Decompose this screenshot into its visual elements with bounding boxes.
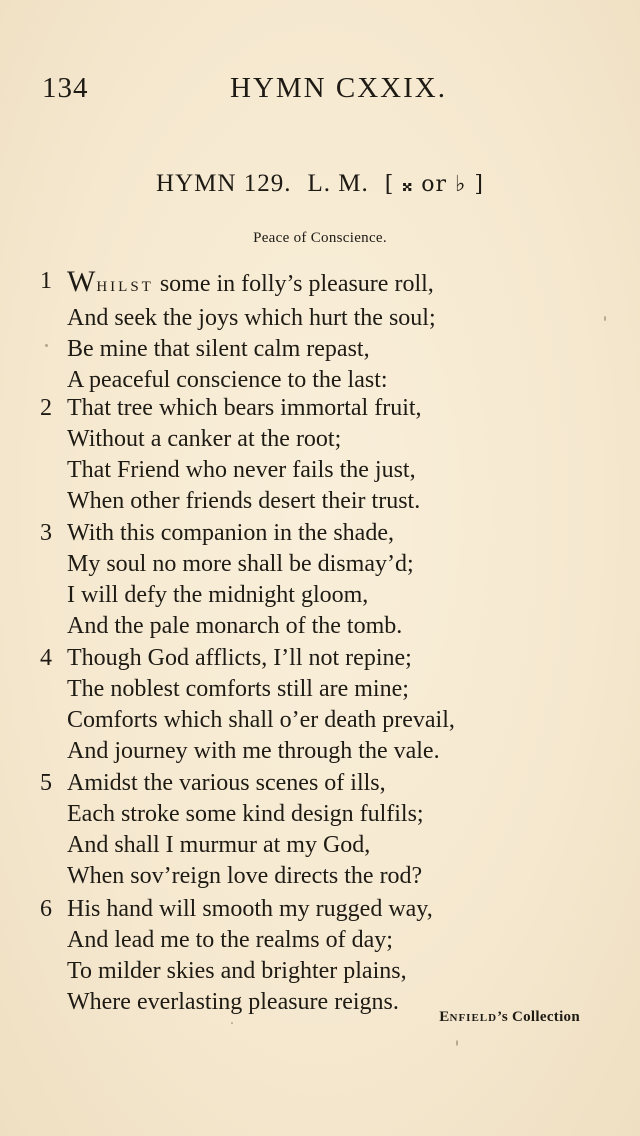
paper-speck (231, 1022, 233, 1024)
stanza-number: 2 (40, 395, 52, 421)
verse-line: And lead me to the realms of day; (67, 927, 393, 953)
verse-line: To milder skies and brighter plains, (67, 958, 407, 984)
stanza-number: 3 (40, 520, 52, 546)
running-title: HYMN CXXIX. (230, 72, 447, 104)
verse-line: When sov’reign love directs the rod? (67, 863, 423, 889)
verse-line: A peaceful conscience to the last: (67, 367, 388, 393)
verse-line: Be mine that silent calm repast, (67, 336, 370, 362)
attribution-initial: E (439, 1009, 450, 1025)
verse-line: I will defy the midnight gloom, (67, 582, 369, 608)
stanza-lines (67, 393, 422, 517)
verse-line: When other friends desert their trust. (67, 488, 421, 514)
stanza-lines (67, 768, 424, 892)
attribution-rest: ’s Collection (497, 1009, 580, 1025)
paper-speck (45, 344, 48, 347)
verse-line: Amidst the various scenes of ills, (67, 770, 386, 796)
hymn-number: HYMN 129. (156, 170, 292, 197)
stanza-number: 6 (40, 896, 52, 922)
hymn-meter: L. M. (307, 170, 369, 197)
flat-icon: ♭ (454, 172, 467, 197)
verse-line: And shall I murmur at my God, (67, 832, 371, 858)
paper-speck (604, 316, 606, 321)
verse-line: My soul no more shall be dismay’d; (67, 551, 414, 577)
verse-line-rest: some in folly’s pleasure roll, (153, 271, 434, 297)
verse-line: And journey with me through the vale. (67, 738, 440, 764)
verse-line: And seek the joys which hurt the soul; (67, 305, 436, 331)
drop-initial: W (67, 265, 96, 298)
verse-line: The noblest comforts still are mine; (67, 676, 409, 702)
stanza-lines (67, 643, 455, 767)
verse-line: Though God afflicts, I’ll not repine; (67, 645, 412, 671)
hymn-subtitle: Peace of Conscience. (253, 230, 387, 246)
attribution-smallcaps: NFIELD (449, 1012, 498, 1024)
page-number: 134 (42, 72, 89, 104)
verse-line: Comforts which shall o’er death prevail, (67, 707, 455, 733)
key-signature-note (385, 172, 484, 197)
bracket-close: ] (474, 172, 484, 197)
verse-line: Without a canker at the root; (67, 426, 342, 452)
attribution (439, 1009, 580, 1026)
stanza-number: 1 (40, 268, 52, 294)
verse-line: That Friend who never fails the just, (67, 457, 416, 483)
hymn-heading (0, 170, 640, 198)
stanza-number: 4 (40, 645, 52, 671)
verse-line: Each stroke some kind design fulfils; (67, 801, 424, 827)
verse-line: With this companion in the shade, (67, 520, 394, 546)
verse-line: Where everlasting pleasure reigns. (67, 989, 399, 1015)
paper-speck (456, 1040, 458, 1046)
stanza-lines (67, 266, 436, 396)
smallcaps-word: HILST (96, 279, 154, 295)
verse-line (67, 266, 436, 303)
sharp-icon: 𝄪 (402, 172, 414, 197)
or-word: or (421, 172, 447, 197)
stanza-lines (67, 894, 433, 1018)
stanza-number: 5 (40, 770, 52, 796)
verse-line: And the pale monarch of the tomb. (67, 613, 403, 639)
verse-line: His hand will smooth my rugged way, (67, 896, 433, 922)
bracket-open: [ (384, 172, 395, 197)
stanza-lines (67, 518, 414, 642)
running-head (42, 72, 600, 112)
verse-line: That tree which bears immortal fruit, (67, 395, 422, 421)
